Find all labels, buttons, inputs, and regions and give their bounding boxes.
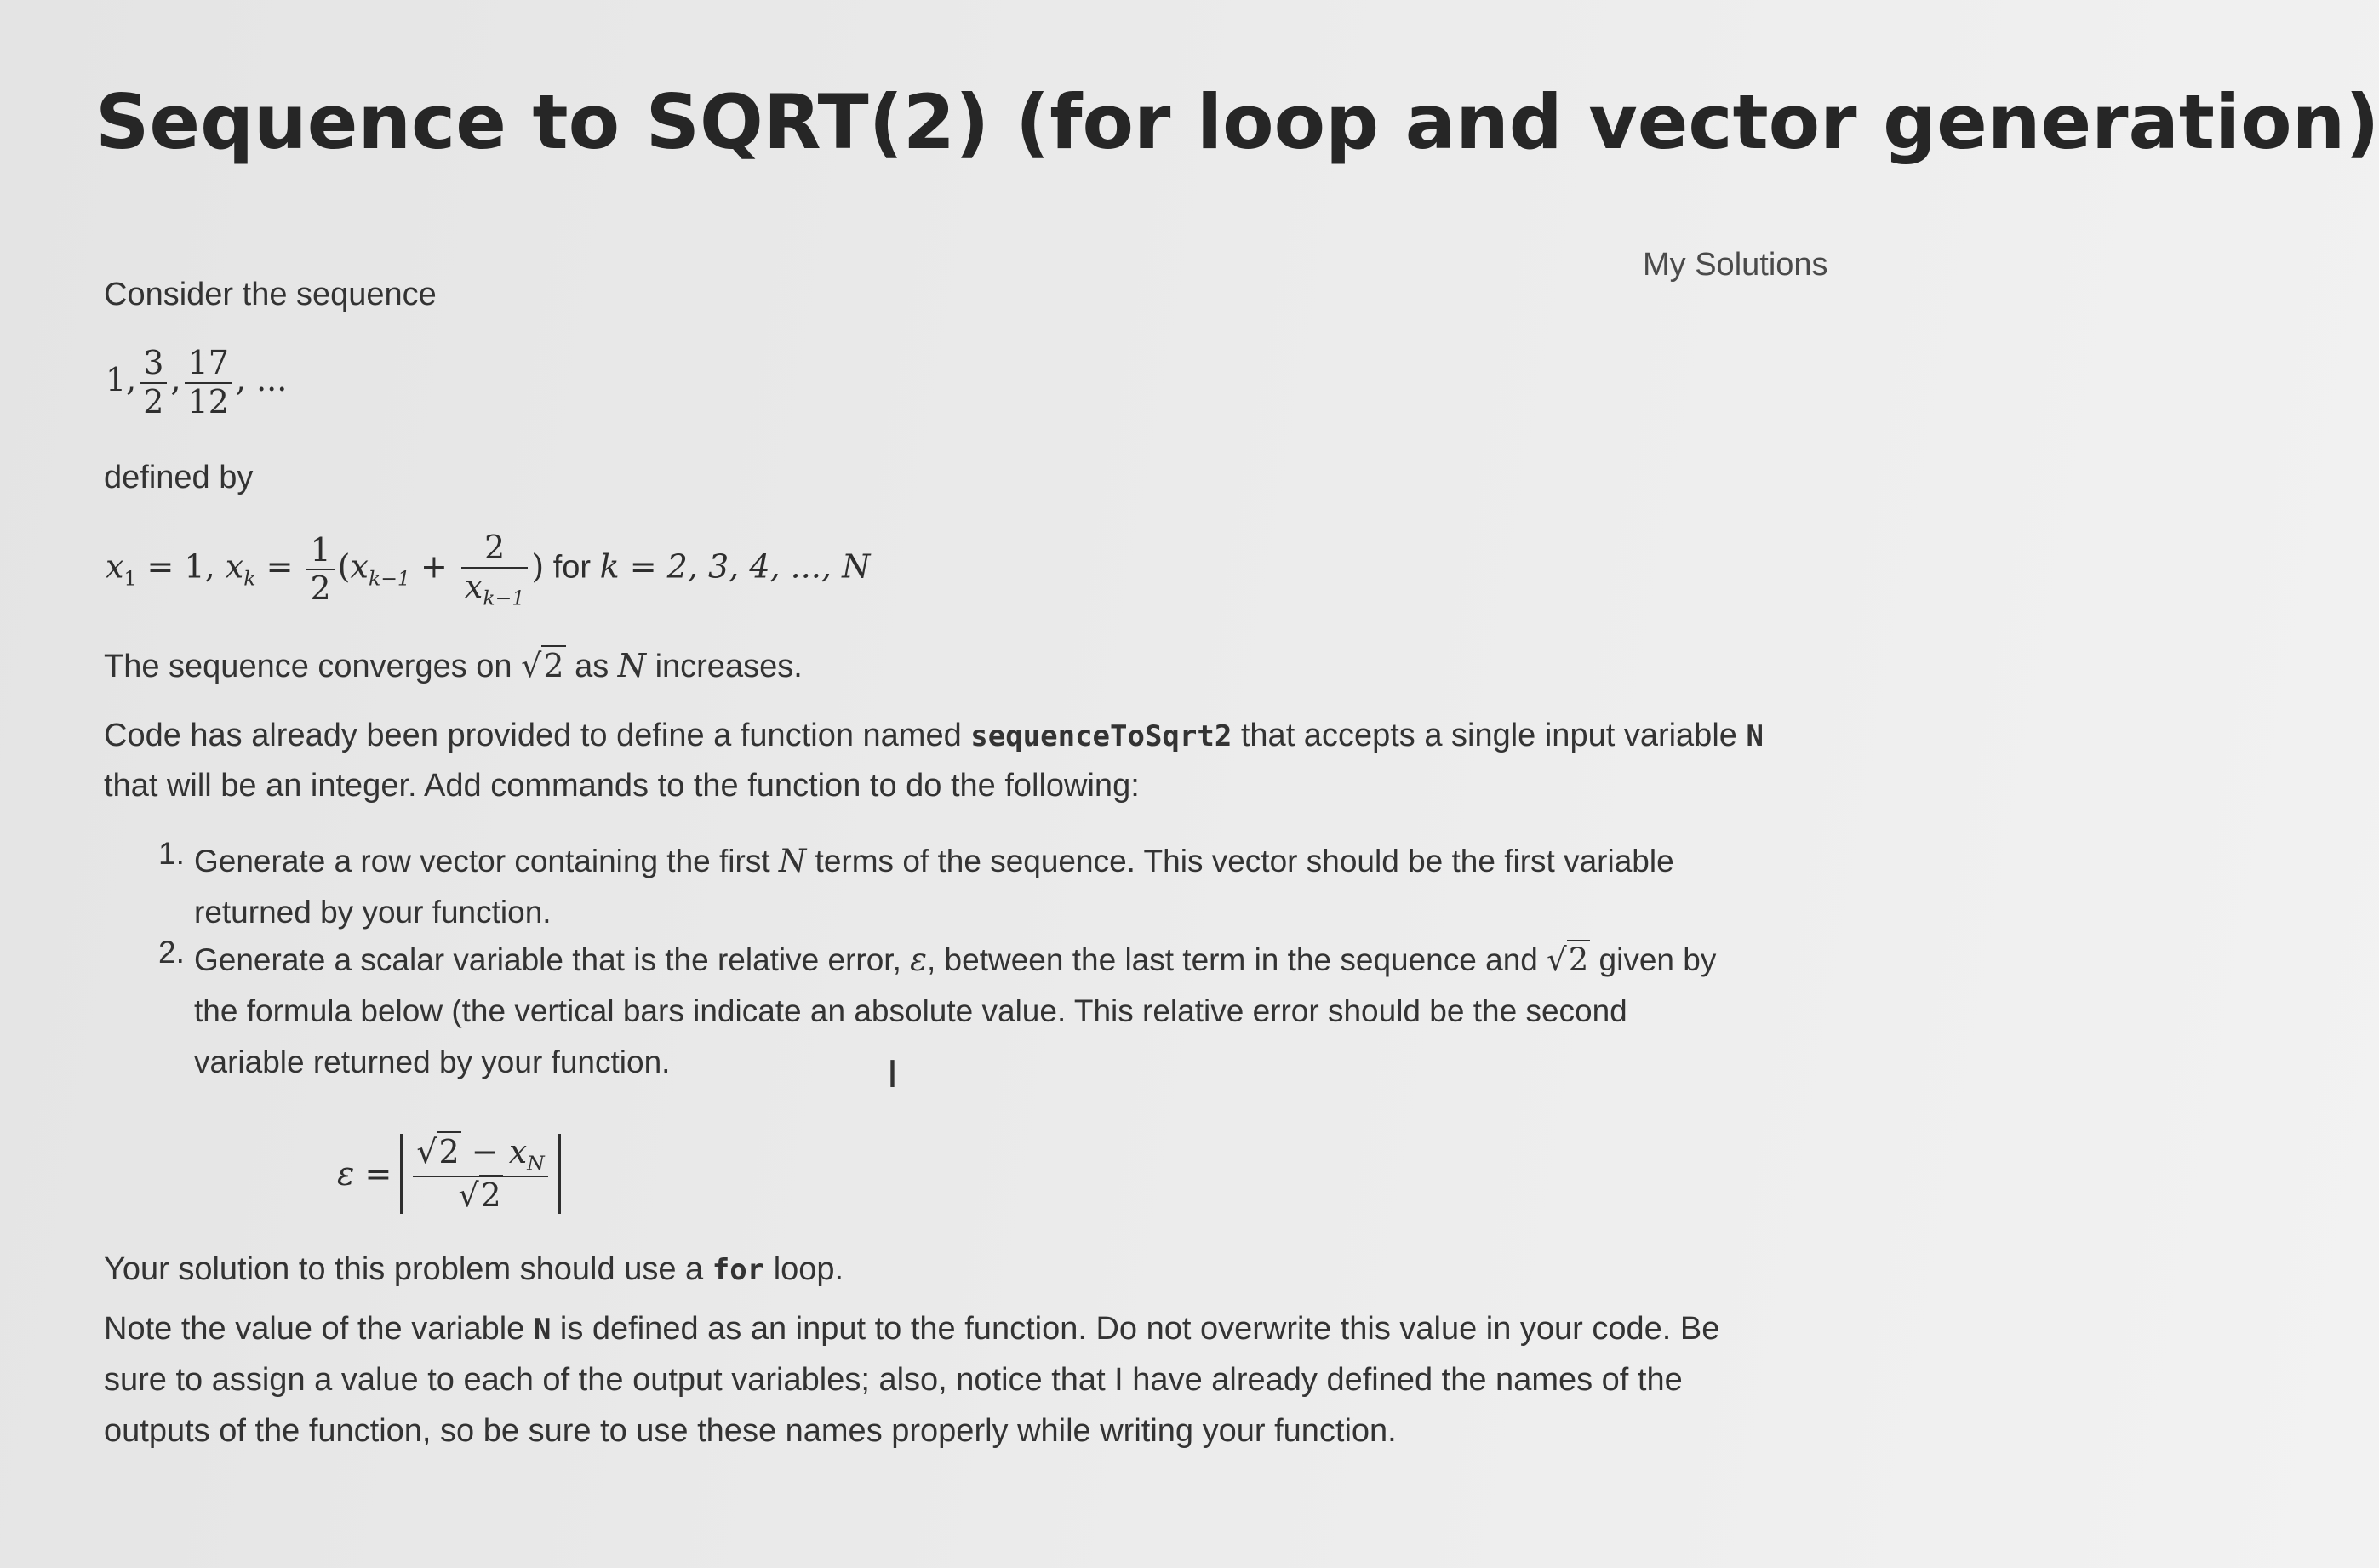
sequence-terms: 1, $\frac{3}{2}$ , $\frac{17}{12}$ , ... (106, 344, 288, 421)
fraction-17-12: $\frac{17}{12}$ (185, 345, 232, 421)
my-solutions-link[interactable]: My Solutions (1643, 247, 1828, 283)
list-number: 1. (158, 836, 185, 871)
function-name-code: sequenceToSqrt2 (970, 719, 1232, 753)
code-description-line1: Code has already been provided to define a function named sequenceToSqrt2 that accepts a single input variable N (104, 718, 1764, 753)
fraction-half: $\frac{1}{2}$ (306, 532, 334, 608)
code-description-line2: that will be an integer. Add commands to the function to do the following: (104, 768, 1140, 804)
sequence-first-term: 1, (106, 361, 137, 399)
error-fraction: $\frac{√2 - x_N}{√2}$ (413, 1134, 547, 1214)
relative-error-formula: ε = $\frac{√2 - x_N}{√2}$ (337, 1134, 561, 1214)
sequence-ellipsis: , ... (235, 361, 288, 399)
for-keyword-code: for (712, 1253, 765, 1287)
list-number: 2. (158, 935, 185, 970)
page-title: Sequence to SQRT(2) (for loop and vector generation) (95, 78, 2379, 166)
note-line3: outputs of the function, so be sure to use these names properly while writing your function. (104, 1413, 1397, 1449)
absolute-value-bars (400, 1134, 560, 1214)
sqrt-symbol: √2 (521, 647, 564, 684)
note-line2: sure to assign a value to each of the output variables; also, notice that I have already defined the names of the (104, 1362, 1683, 1398)
defined-by-text: defined by (104, 460, 254, 495)
convergence-text: The sequence converges on √2 as N increases. (104, 647, 803, 684)
solution-requirement-text: Your solution to this problem should use a for loop. (104, 1251, 844, 1287)
fraction-3-2: $\frac{3}{2}$ (140, 345, 167, 421)
input-var-code: N (1746, 719, 1764, 753)
fraction-two-over-x: $\frac{2}{x_{k-1}}$ (461, 529, 528, 609)
sqrt-symbol: √2 (1547, 941, 1589, 978)
note-line1: Note the value of the variable N is defined as an input to the function. Do not overwrite this value in your code. Be (104, 1311, 1720, 1347)
text-cursor-icon: I (887, 1053, 898, 1096)
recurrence-formula: $x_1 = 1$, $x_k$ = $\frac{1}{2}$ ($x_{k-1}$ + $\frac{2}{x_{k-1}}$ ) for k = 2, 3, 4, ..., N (106, 529, 871, 610)
list-item: 2. Generate a scalar variable that is the relative error, ε, between the last term in the sequence and √2 given by the formula below (the vertical bars indicate an absolute value. This relative error should be the second variable returned by your function. (158, 935, 1717, 1079)
list-item: 1. Generate a row vector containing the first N terms of the sequence. This vector should be the first variable returned by your function. (158, 836, 1674, 930)
note-var-code: N (533, 1313, 552, 1347)
intro-text: Consider the sequence (104, 277, 437, 312)
